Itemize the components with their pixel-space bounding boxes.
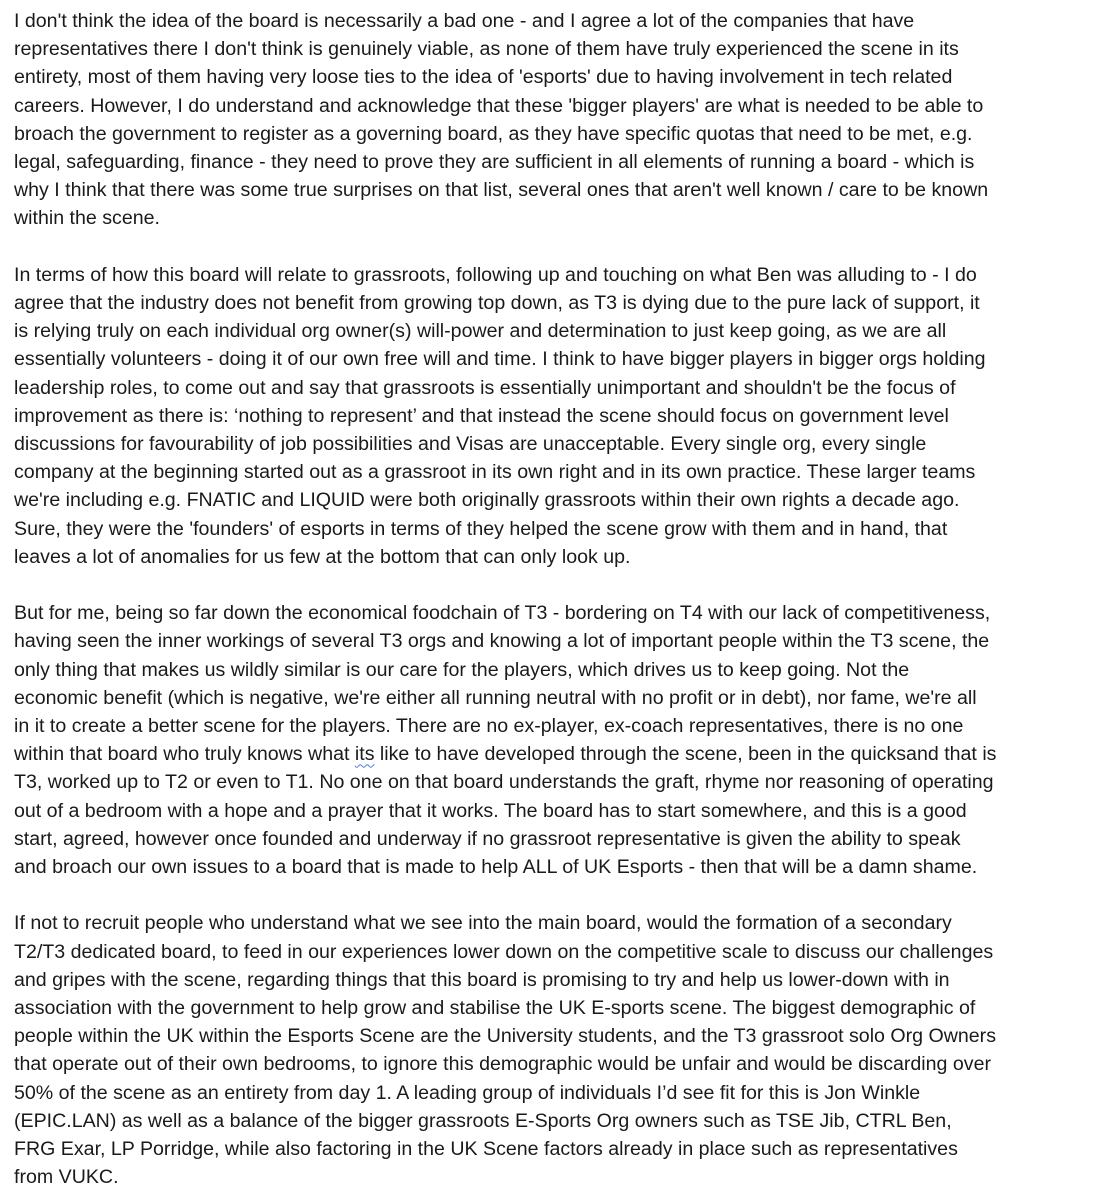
text-line: legal, safeguarding, finance - they need to prove they are sufficient in all elements of running a board - which is xyxy=(14,151,975,174)
text-line: discussions for favourability of job possibilities and Visas are unacceptable. Every single org, every single xyxy=(14,433,927,456)
text-line: T3, worked up to T2 or even to T1. No one on that board understands the graft, rhyme nor reasoning of operating xyxy=(14,771,994,794)
text-line: out of a bedroom with a hope and a prayer that it works. The board has to start somewhere, and this is a good xyxy=(14,799,967,822)
text-line: leadership roles, to come out and say that grassroots is essentially unimportant and shouldn't be the focus of xyxy=(14,376,956,399)
text-line: leaves a lot of anomalies for us few at the bottom that can only look up. xyxy=(14,545,631,568)
paragraph xyxy=(14,7,1081,233)
text-line: only thing that makes us wildly similar is our care for the players, which drives us to keep going. Not the xyxy=(14,658,910,681)
text-line: representatives there I don't think is genuinely viable, as none of them have truly experienced the scene in its xyxy=(14,38,959,61)
paragraph xyxy=(14,261,1081,571)
text-line: having seen the inner workings of several T3 orgs and knowing a lot of important people within the T3 scene, the xyxy=(14,630,990,653)
text-line: people within the UK within the Esports Scene are the University students, and the T3 grassroot solo Org Owners xyxy=(14,1025,997,1048)
text-line: company at the beginning started out as a grassroot in its own right and in its own practice. These larger teams xyxy=(14,461,976,484)
text-line: But for me, being so far down the economical foodchain of T3 - bordering on T4 with our lack of competitiveness, xyxy=(14,602,991,625)
text-line: in it to create a better scene for the players. There are no ex-player, ex-coach representatives, there is no one xyxy=(14,715,964,738)
text-line: association with the government to help grow and stabilise the UK E-sports scene. The biggest demographic of xyxy=(14,997,976,1020)
spellcheck-marked-word[interactable]: its xyxy=(354,743,375,766)
text-line: (EPIC.LAN) as well as a balance of the bigger grassroots E-Sports Org owners such as TSE Jib, CTRL Ben, xyxy=(14,1109,952,1132)
text-line: within the scene. xyxy=(14,207,160,230)
text-line: improvement as there is: ‘nothing to represent’ and that instead the scene should focus on government level xyxy=(14,404,949,427)
paragraph xyxy=(14,909,1081,1191)
text-line: If not to recruit people who understand what we see into the main board, would the formation of a secondary xyxy=(14,912,952,935)
text-line: why I think that there was some true surprises on that list, several ones that aren't well known / care to be known xyxy=(14,179,989,202)
paragraph xyxy=(14,599,1081,881)
text-line: essentially volunteers - doing it of our own free will and time. I think to have bigger players in bigger orgs holding xyxy=(14,348,986,371)
text-line: broach the government to register as a governing board, as they have specific quotas that need to be met, e.g. xyxy=(14,122,973,145)
text-line: Sure, they were the 'founders' of esports in terms of they helped the scene grow with them and in hand, that xyxy=(14,517,948,540)
text-line: within that board who truly knows what its like to have developed through the scene, been in the quicksand that is xyxy=(14,743,997,766)
text-line: 50% of the scene as an entirety from day 1. A leading group of individuals I’d see fit for this is Jon Winkle xyxy=(14,1081,921,1104)
text-line: agree that the industry does not benefit from growing top down, as T3 is dying due to the pure lack of support, it xyxy=(14,292,980,315)
text-line: that operate out of their own bedrooms, to ignore this demographic would be unfair and would be discarding over xyxy=(14,1053,992,1076)
text-line: In terms of how this board will relate to grassroots, following up and touching on what Ben was alluding to - I do xyxy=(14,263,977,286)
text-line: is relying truly on each individual org owner(s) will-power and determination to just keep going, as we are all xyxy=(14,320,947,343)
text-line: careers. However, I do understand and acknowledge that these 'bigger players' are what is needed to be able to xyxy=(14,94,984,117)
text-line: I don't think the idea of the board is necessarily a bad one - and I agree a lot of the companies that have xyxy=(14,10,915,32)
text-line: FRG Exar, LP Porridge, while also factoring in the UK Scene factors already in place such as representatives xyxy=(14,1138,958,1161)
text-line: and broach our own issues to a board that is made to help ALL of UK Esports - then that will be a damn shame. xyxy=(14,856,978,879)
text-line: economic benefit (which is negative, we're either all running neutral with no profit or in debt), nor fame, we're all xyxy=(14,686,977,709)
text-line: from VUKC. xyxy=(14,1166,119,1189)
text-line: and gripes with the scene, regarding things that this board is promising to try and help us lower-down with in xyxy=(14,968,950,991)
text-line: entirety, most of them having very loose ties to the idea of 'esports' due to having involvement in tech related xyxy=(14,66,953,89)
text-line: T2/T3 dedicated board, to feed in our experiences lower down on the competitive scale to discuss our challenges xyxy=(14,940,994,963)
text-line: we're including e.g. FNATIC and LIQUID were both originally grassroots within their own rights a decade ago. xyxy=(14,489,960,512)
text-line: start, agreed, however once founded and underway if no grassroot representative is given the ability to speak xyxy=(14,827,961,850)
